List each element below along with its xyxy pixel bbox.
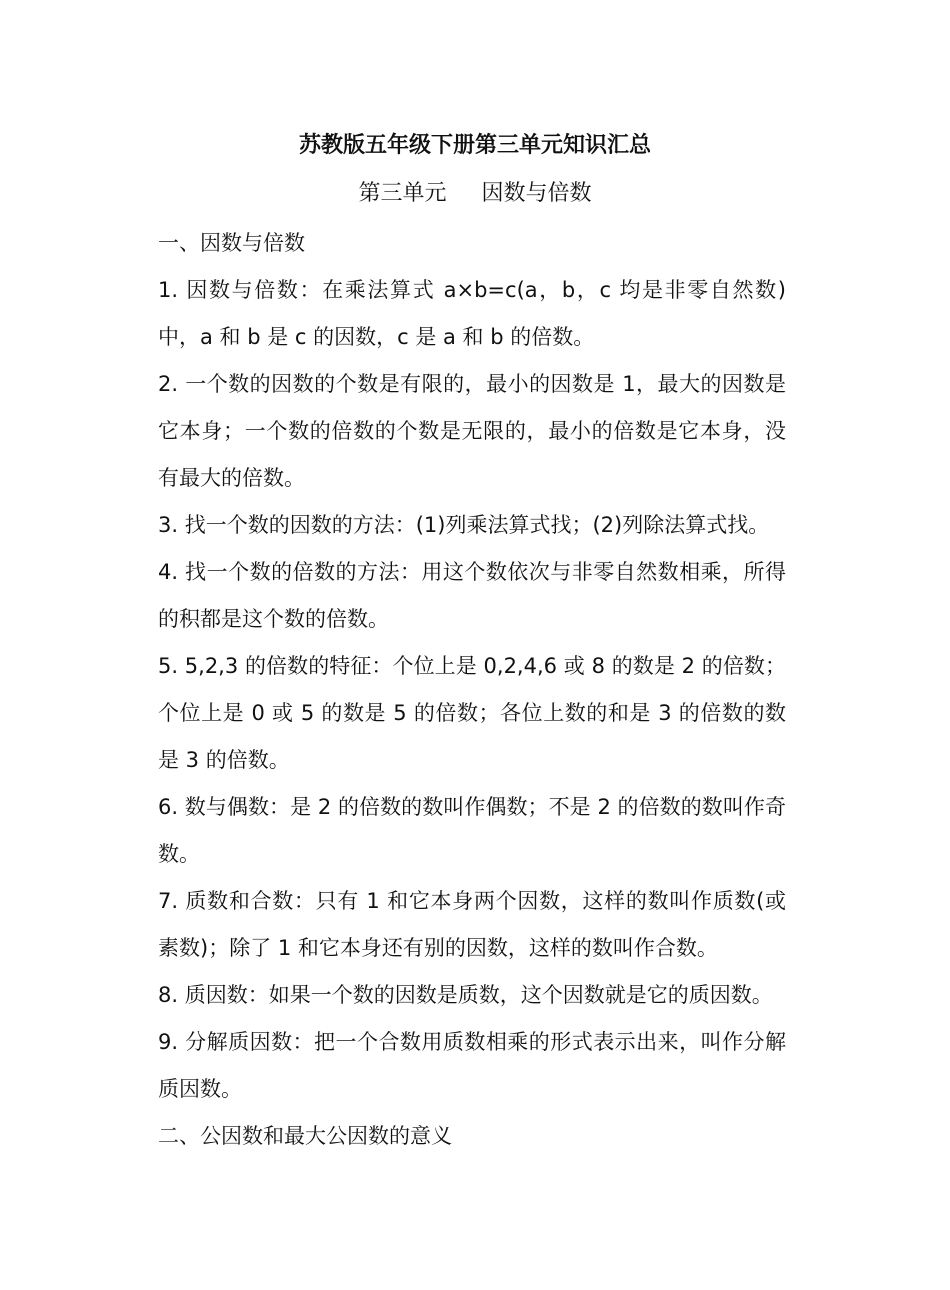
list-item: 1. 因数与倍数：在乘法算式 a×b=c(a，b，c 均是非零自然数)中，a 和 b 是 c 的因数，c 是 a 和 b 的倍数。	[158, 278, 786, 349]
section-heading: 一、因数与倍数	[158, 231, 305, 255]
list-item: 7. 质数和合数：只有 1 和它本身两个因数，这样的数叫作质数(或素数)；除了 1 和它本身还有别的因数，这样的数叫作合数。	[158, 889, 786, 960]
list-item: 6. 数与偶数：是 2 的倍数的数叫作偶数；不是 2 的倍数的数叫作奇数。	[158, 795, 786, 866]
list-item: 3. 找一个数的因数的方法：(1)列乘法算式找；(2)列除法算式找。	[158, 513, 770, 537]
list-item: 2. 一个数的因数的个数是有限的，最小的因数是 1，最大的因数是它本身；一个数的倍数的个数是无限的，最小的倍数是它本身，没有最大的倍数。	[158, 372, 786, 490]
list-item: 8. 质因数：如果一个数的因数是质数，这个因数就是它的质因数。	[158, 983, 773, 1007]
page-subtitle: 第三单元 因数与倍数	[358, 181, 592, 206]
list-item: 5. 5,2,3 的倍数的特征：个位上是 0,2,4,6 或 8 的数是 2 的倍数；个位上是 0 或 5 的数是 5 的倍数；各位上数的和是 3 的倍数的数是 3 的倍数。	[158, 654, 786, 772]
section-heading: 二、公因数和最大公因数的意义	[158, 1124, 452, 1148]
list-item: 4. 找一个数的倍数的方法：用这个数依次与非零自然数相乘，所得的积都是这个数的倍数。	[158, 560, 786, 631]
list-item: 9. 分解质因数：把一个合数用质数相乘的形式表示出来，叫作分解质因数。	[158, 1030, 786, 1101]
document-body	[158, 220, 786, 1160]
page-title: 苏教版五年级下册第三单元知识汇总	[298, 133, 651, 158]
